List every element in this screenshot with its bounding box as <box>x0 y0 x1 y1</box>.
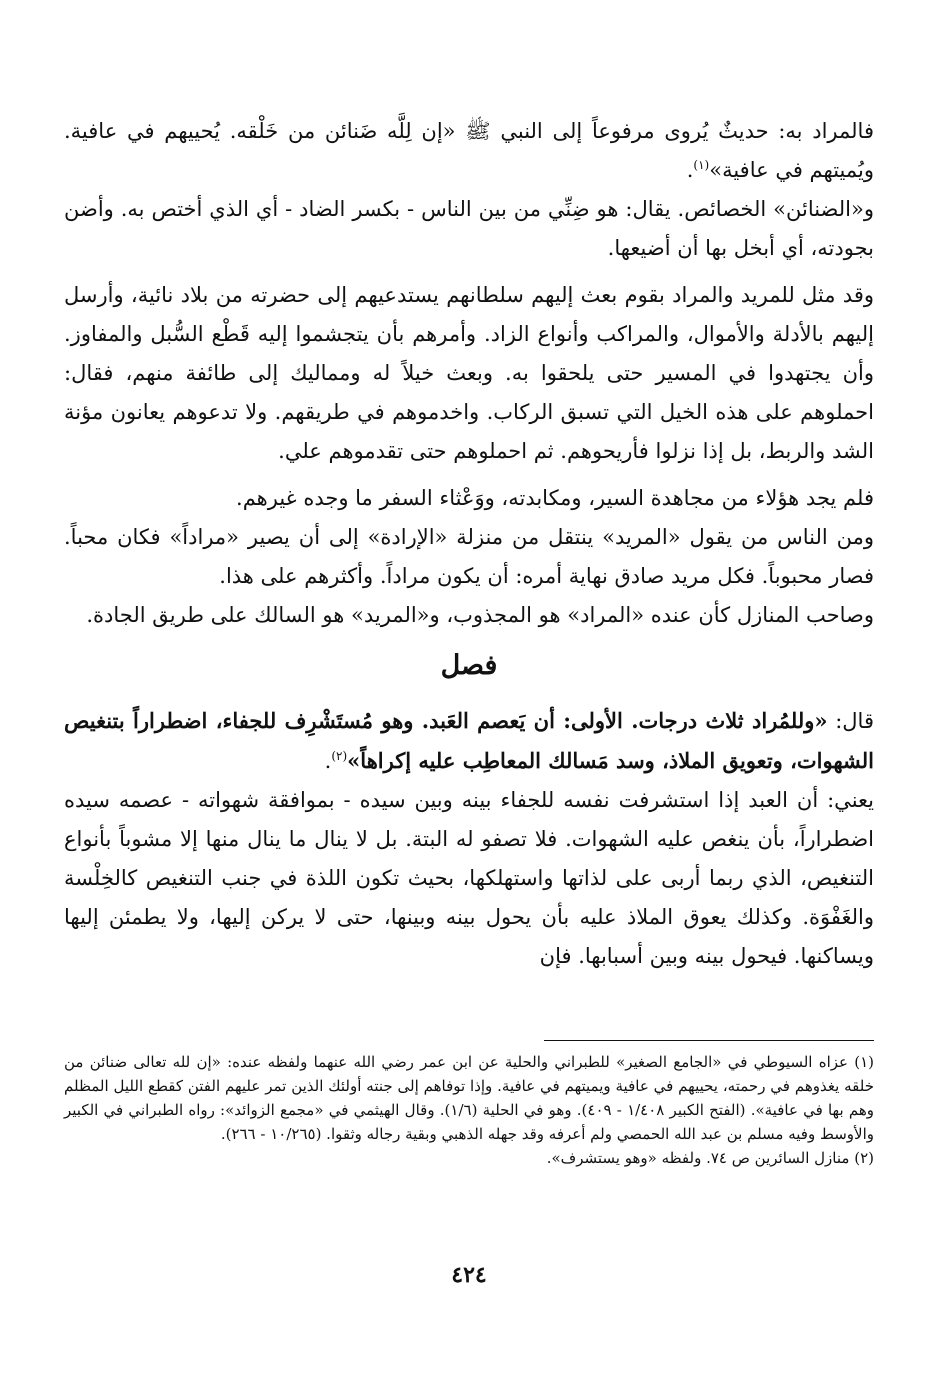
footnote-2-text: منازل السائرين ص ٧٤. ولفظه «وهو يستشرف». <box>546 1149 850 1167</box>
paragraph-3: وقد مثل للمريد والمراد بقوم بعث إليهم سلطانهم يستدعيهم إلى حضرته من بلاد نائية، وأرسل إليهم بالأدلة والأموال، والمراكب وأنواع الزاد. وأمرهم بأن يتجشموا إليه قَطْع السُّبل والمفاوز. وأن يجتهدوا في المسير حتى يلحقوا به. وبعث خيلاً له ومماليك إلى طائفة منهم، فقال: احملوهم على هذه الخيل التي تسبق الركاب. واخدموهم في طريقهم. ولا تدعوهم يعانون مؤنة الشد والربط، بل إذا نزلوا فأريحوهم. ثم احملوهم حتى تقدموهم علي. <box>64 283 874 463</box>
paragraph-1: فالمراد به: حديثٌ يُروى مرفوعاً إلى النبي ﷺ «إن لِلَّه ضَنائن من خَلْقه. يُحييهم في عافية. ويُميتهم في عافية»$^{(١)}$. <box>64 119 874 182</box>
footnote-2-number: (٢) <box>854 1149 874 1167</box>
footnote-1 <box>64 1050 874 1146</box>
main-text <box>64 112 874 976</box>
footnotes <box>64 1050 874 1170</box>
paragraph-4: فلم يجد هؤلاء من مجاهدة السير، ومكابدته، ووَعْثاء السفر ما وجده غيرهم. <box>236 486 874 510</box>
paragraph-2: و«الضنائن» الخصائص. يقال: هو ضِنِّي من بين الناس - بكسر الضاد - أي الذي أختص به. وأضن بجودته، أي أبخل بها أن أضيعها. <box>64 197 874 260</box>
paragraph-7: يعني: أن العبد إذا استشرفت نفسه للجفاء بينه وبين سيده - بموافقة شهواته - عصمه سيده اضطراراً، بأن ينغص عليه الشهوات. فلا تصفو له البتة. بل لا ينال ما ينال منها إلا مشوباً بأنواع التنغيص، الذي ربما أربى على لذاتها واستهلكها، بحيث تكون اللذة في جنب التنغيص كالخِلْسة والغَفْوَة. وكذلك يعوق الملاذ عليه بأن يحول بينه وبينها، حتى لا يركن إليها، ولا يطمئن إليها ويساكنها. فيحول بينه وبين أسبابها. فإن <box>64 788 875 968</box>
section-quote: «وللمُراد ثلاث درجات. الأولى: أن يَعصم العَبد. وهو مُستَشْرِف للجفاء، اضطراراً بتنغيص الشهوات، وتعويق الملاذ، وسد مَسالك المعاطِب عليه إكراهاً» <box>64 708 874 773</box>
page-number: ٤٢٤ <box>451 1262 487 1288</box>
paragraph-5: ومن الناس من يقول «المريد» ينتقل من منزلة «الإرادة» إلى أن يصير «مراداً» فكان محباً. فصار محبوباً. فكل مريد صادق نهاية أمره: أن يكون مراداً. وأكثرهم على هذا. <box>64 525 874 588</box>
paragraph-6: وصاحب المنازل كأن عنده «المراد» هو المجذوب، و«المريد» هو السالك على طريق الجادة. <box>86 603 874 627</box>
paragraph-1-text: فالمراد به: حديثٌ يُروى مرفوعاً إلى النبي ﷺ «إن لِلَّه ضَنائن من خَلْقه. يُحييهم في عافية. ويُميتهم في عافية» <box>64 119 874 182</box>
section-heading: فصل <box>440 650 498 681</box>
footnote-2 <box>64 1146 874 1170</box>
footnote-ref-1: (١) <box>693 158 710 172</box>
footnote-ref-2: (٢) <box>331 749 348 763</box>
footnote-1-text: عزاه السيوطي في «الجامع الصغير» للطبراني والحلية عن ابن عمر رضي الله عنهما ولفظه عنده: «إن لله تعالى ضنائن من خلقه يغذوهم في رحمته، يحييهم في عافية ويميتهم في عافية. وإذا توفاهم إلى جنته أولئك الذين تمر عليهم الفتن كقطع الليل المظلم وهم بها في عافية». (الفتح الكبير ١/٤٠٨ - ٤٠٩). وهو في الحلية (١/٦). وقال الهيثمي في «مجمع الزوائد»: رواه الطبراني في الكبير والأوسط وفيه مسلم بن عبد الله الحمصي ولم أعرفه وقد جهله الذهبي وبقية رجاله وثقوا. (١٠/٢٦٥ - ٢٦٦). <box>64 1053 874 1143</box>
footnote-1-number: (١) <box>854 1053 874 1071</box>
footnote-divider <box>544 1040 874 1041</box>
section-intro: قال: <box>827 709 874 733</box>
section-quote-paragraph: قال: «وللمُراد ثلاث درجات. الأولى: أن يَعصم العَبد. وهو مُستَشْرِف للجفاء، اضطراراً بتنغيص الشهوات، وتعويق الملاذ، وسد مَسالك المعاطِب عليه إكراهاً»$^{(٢)}$. <box>64 708 874 773</box>
